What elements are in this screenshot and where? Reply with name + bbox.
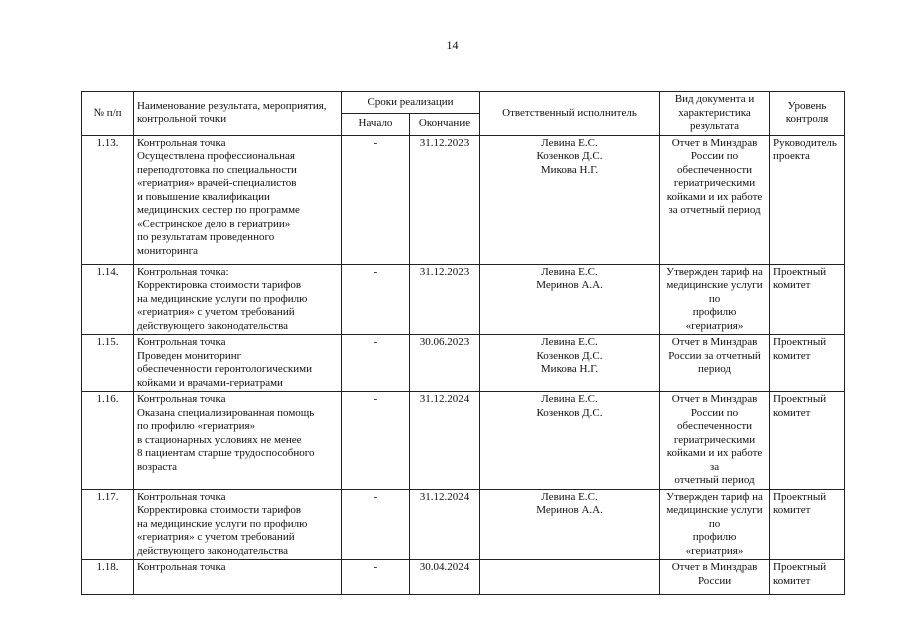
row-end: 31.12.2024	[410, 489, 480, 560]
header-start: Начало	[342, 113, 410, 135]
row-number: 1.17.	[82, 489, 134, 560]
header-row	[82, 92, 845, 114]
row-name-line: Корректировка стоимости тарифов	[137, 279, 302, 291]
row-level-line: Руководитель	[773, 136, 837, 149]
row-start: -	[342, 135, 410, 264]
table-row	[82, 335, 845, 392]
row-doc	[660, 392, 770, 490]
row-name-line: возраста	[137, 460, 178, 473]
header-num: № п/п	[82, 92, 134, 136]
row-doc-line: койками и их работе за	[666, 447, 763, 473]
table-row	[82, 264, 845, 335]
row-level-line: комитет	[773, 349, 811, 362]
row-level-line: Проектный	[773, 490, 827, 503]
row-name-line: Контрольная точка	[137, 393, 226, 405]
row-responsible-line: Микова Н.Г.	[540, 363, 599, 375]
row-name-line: на медицинские услуги по профилю	[137, 292, 308, 305]
row-name	[134, 392, 342, 490]
row-level-line: комитет	[773, 279, 811, 291]
row-responsible-line: Левина Е.С.	[541, 136, 598, 149]
row-name-line: действующего законодательства	[137, 544, 289, 557]
row-start: -	[342, 264, 410, 335]
row-name-line: и повышение квалификации	[137, 190, 270, 203]
row-doc	[660, 489, 770, 560]
row-doc	[660, 335, 770, 392]
row-responsible	[480, 392, 660, 490]
row-doc-line: России за отчетный	[668, 349, 761, 362]
row-doc-line: Отчет в Минздрав	[671, 136, 758, 149]
row-name-line: на медицинские услуги по профилю	[137, 517, 308, 530]
table-row	[82, 489, 845, 560]
row-name-line: 8 пациентам старше трудоспособного	[137, 447, 315, 459]
row-name-line: «гериатрия» с учетом требований	[137, 531, 295, 543]
row-level	[770, 560, 845, 595]
row-level-line: Проектный	[773, 336, 827, 348]
row-number: 1.13.	[82, 135, 134, 264]
row-responsible-line: Козенков Д.С.	[536, 349, 603, 362]
row-doc-line: за отчетный период	[668, 204, 761, 216]
row-end: 31.12.2023	[410, 135, 480, 264]
row-name-line: Проведен мониторинг	[137, 349, 242, 362]
row-name	[134, 335, 342, 392]
row-doc-line: Отчет в Минздрав	[671, 393, 758, 405]
row-responsible	[480, 264, 660, 335]
row-name-line: по результатам проведенного	[137, 231, 275, 243]
header-responsible: Ответственный исполнитель	[480, 92, 660, 136]
header-name: Наименование результата, мероприятия, контрольной точки	[134, 92, 342, 136]
row-name-line: Контрольная точка	[137, 336, 226, 348]
row-level	[770, 489, 845, 560]
row-level-line: Проектный	[773, 265, 827, 278]
row-name-line: Корректировка стоимости тарифов	[137, 504, 302, 516]
row-level	[770, 335, 845, 392]
row-doc	[660, 560, 770, 595]
row-name-line: переподготовка по специальности	[137, 163, 297, 176]
table-row	[82, 135, 845, 264]
row-name-line: койками и врачами-гериатрами	[137, 376, 283, 389]
row-number: 1.16.	[82, 392, 134, 490]
row-responsible-line: Меринов А.А.	[536, 504, 603, 516]
row-responsible	[480, 135, 660, 264]
row-responsible-line: Левина Е.С.	[541, 265, 598, 278]
row-level-line: комитет	[773, 504, 811, 516]
row-responsible	[480, 489, 660, 560]
row-doc-line: Утвержден тариф на	[666, 265, 763, 278]
row-name-line: обеспеченности геронтологическими	[137, 363, 312, 375]
row-level-line: комитет	[773, 406, 811, 419]
row-name-line: в стационарных условиях не менее	[137, 433, 302, 446]
row-start: -	[342, 489, 410, 560]
row-name	[134, 560, 342, 595]
row-name-line: «гериатрия» врачей-специалистов	[137, 177, 297, 189]
row-doc-line: обеспеченности	[677, 420, 753, 432]
row-number: 1.15.	[82, 335, 134, 392]
row-name-line: «Сестринское дело в гериатрии»	[137, 217, 291, 230]
row-name-line: Контрольная точка:	[137, 265, 229, 278]
row-responsible	[480, 560, 660, 595]
row-doc-line: Отчет в Минздрав	[671, 336, 758, 348]
row-responsible-line: Левина Е.С.	[541, 336, 598, 348]
row-name-line: действующего законодательства	[137, 319, 289, 332]
row-doc-line: России по	[690, 406, 739, 419]
row-name	[134, 264, 342, 335]
row-doc-line: койками и их работе	[666, 190, 763, 203]
row-end: 31.12.2023	[410, 264, 480, 335]
row-level-line: проекта	[773, 150, 810, 162]
header-level: Уровень контроля	[770, 92, 845, 136]
row-doc-line: медицинские услуги по	[666, 504, 763, 530]
row-level	[770, 392, 845, 490]
row-responsible-line: Козенков Д.С.	[536, 406, 603, 419]
header-doc: Вид документа и характеристика результата	[660, 92, 770, 136]
row-name-line: Контрольная точка	[137, 136, 226, 149]
row-level	[770, 264, 845, 335]
row-name	[134, 489, 342, 560]
row-name-line: мониторинга	[137, 244, 199, 257]
row-number: 1.14.	[82, 264, 134, 335]
row-name-line: по профилю «гериатрия»	[137, 420, 256, 432]
row-name-line: Осуществлена профессиональная	[137, 150, 295, 162]
row-level	[770, 135, 845, 264]
row-end: 31.12.2024	[410, 392, 480, 490]
row-start: -	[342, 392, 410, 490]
row-doc-line: профилю «гериатрия»	[685, 531, 744, 557]
row-doc-line: период	[698, 363, 731, 375]
header-terms: Сроки реализации	[342, 92, 480, 114]
row-name-line: Контрольная точка	[137, 561, 226, 573]
row-doc-line: Отчет в Минздрав	[671, 561, 758, 573]
row-end: 30.04.2024	[410, 560, 480, 595]
table-body	[82, 135, 845, 595]
row-doc-line: России	[697, 574, 732, 587]
row-doc-line: Утвержден тариф на	[666, 490, 763, 503]
row-start: -	[342, 335, 410, 392]
row-name	[134, 135, 342, 264]
row-doc	[660, 264, 770, 335]
table-row	[82, 560, 845, 595]
row-responsible-line: Левина Е.С.	[541, 393, 598, 405]
row-doc-line: гериатрическими	[673, 433, 756, 446]
row-start: -	[342, 560, 410, 595]
row-level-line: Проектный	[773, 393, 827, 405]
row-responsible-line: Козенков Д.С.	[536, 150, 603, 162]
row-number: 1.18.	[82, 560, 134, 595]
row-doc-line: России по	[690, 150, 739, 162]
header-end: Окончание	[410, 113, 480, 135]
row-doc-line: профилю «гериатрия»	[685, 306, 744, 332]
row-name-line: Оказана специализированная помощь	[137, 406, 315, 419]
row-doc-line: отчетный период	[674, 474, 755, 486]
table-row	[82, 392, 845, 490]
row-responsible-line: Левина Е.С.	[541, 490, 598, 503]
row-name-line: медицинских сестер по программе	[137, 204, 300, 216]
row-responsible-line: Микова Н.Г.	[540, 163, 599, 176]
row-name-line: Контрольная точка	[137, 490, 226, 503]
row-doc-line: обеспеченности	[677, 163, 753, 176]
implementation-plan-table	[81, 91, 845, 595]
row-doc-line: гериатрическими	[673, 177, 756, 189]
row-responsible-line: Меринов А.А.	[536, 279, 603, 291]
page-number: 14	[446, 38, 459, 52]
row-responsible	[480, 335, 660, 392]
row-name-line: «гериатрия» с учетом требований	[137, 306, 295, 318]
row-level-line: комитет	[773, 574, 811, 587]
row-end: 30.06.2023	[410, 335, 480, 392]
row-level-line: Проектный	[773, 561, 827, 573]
row-doc-line: медицинские услуги по	[666, 279, 763, 305]
row-doc	[660, 135, 770, 264]
